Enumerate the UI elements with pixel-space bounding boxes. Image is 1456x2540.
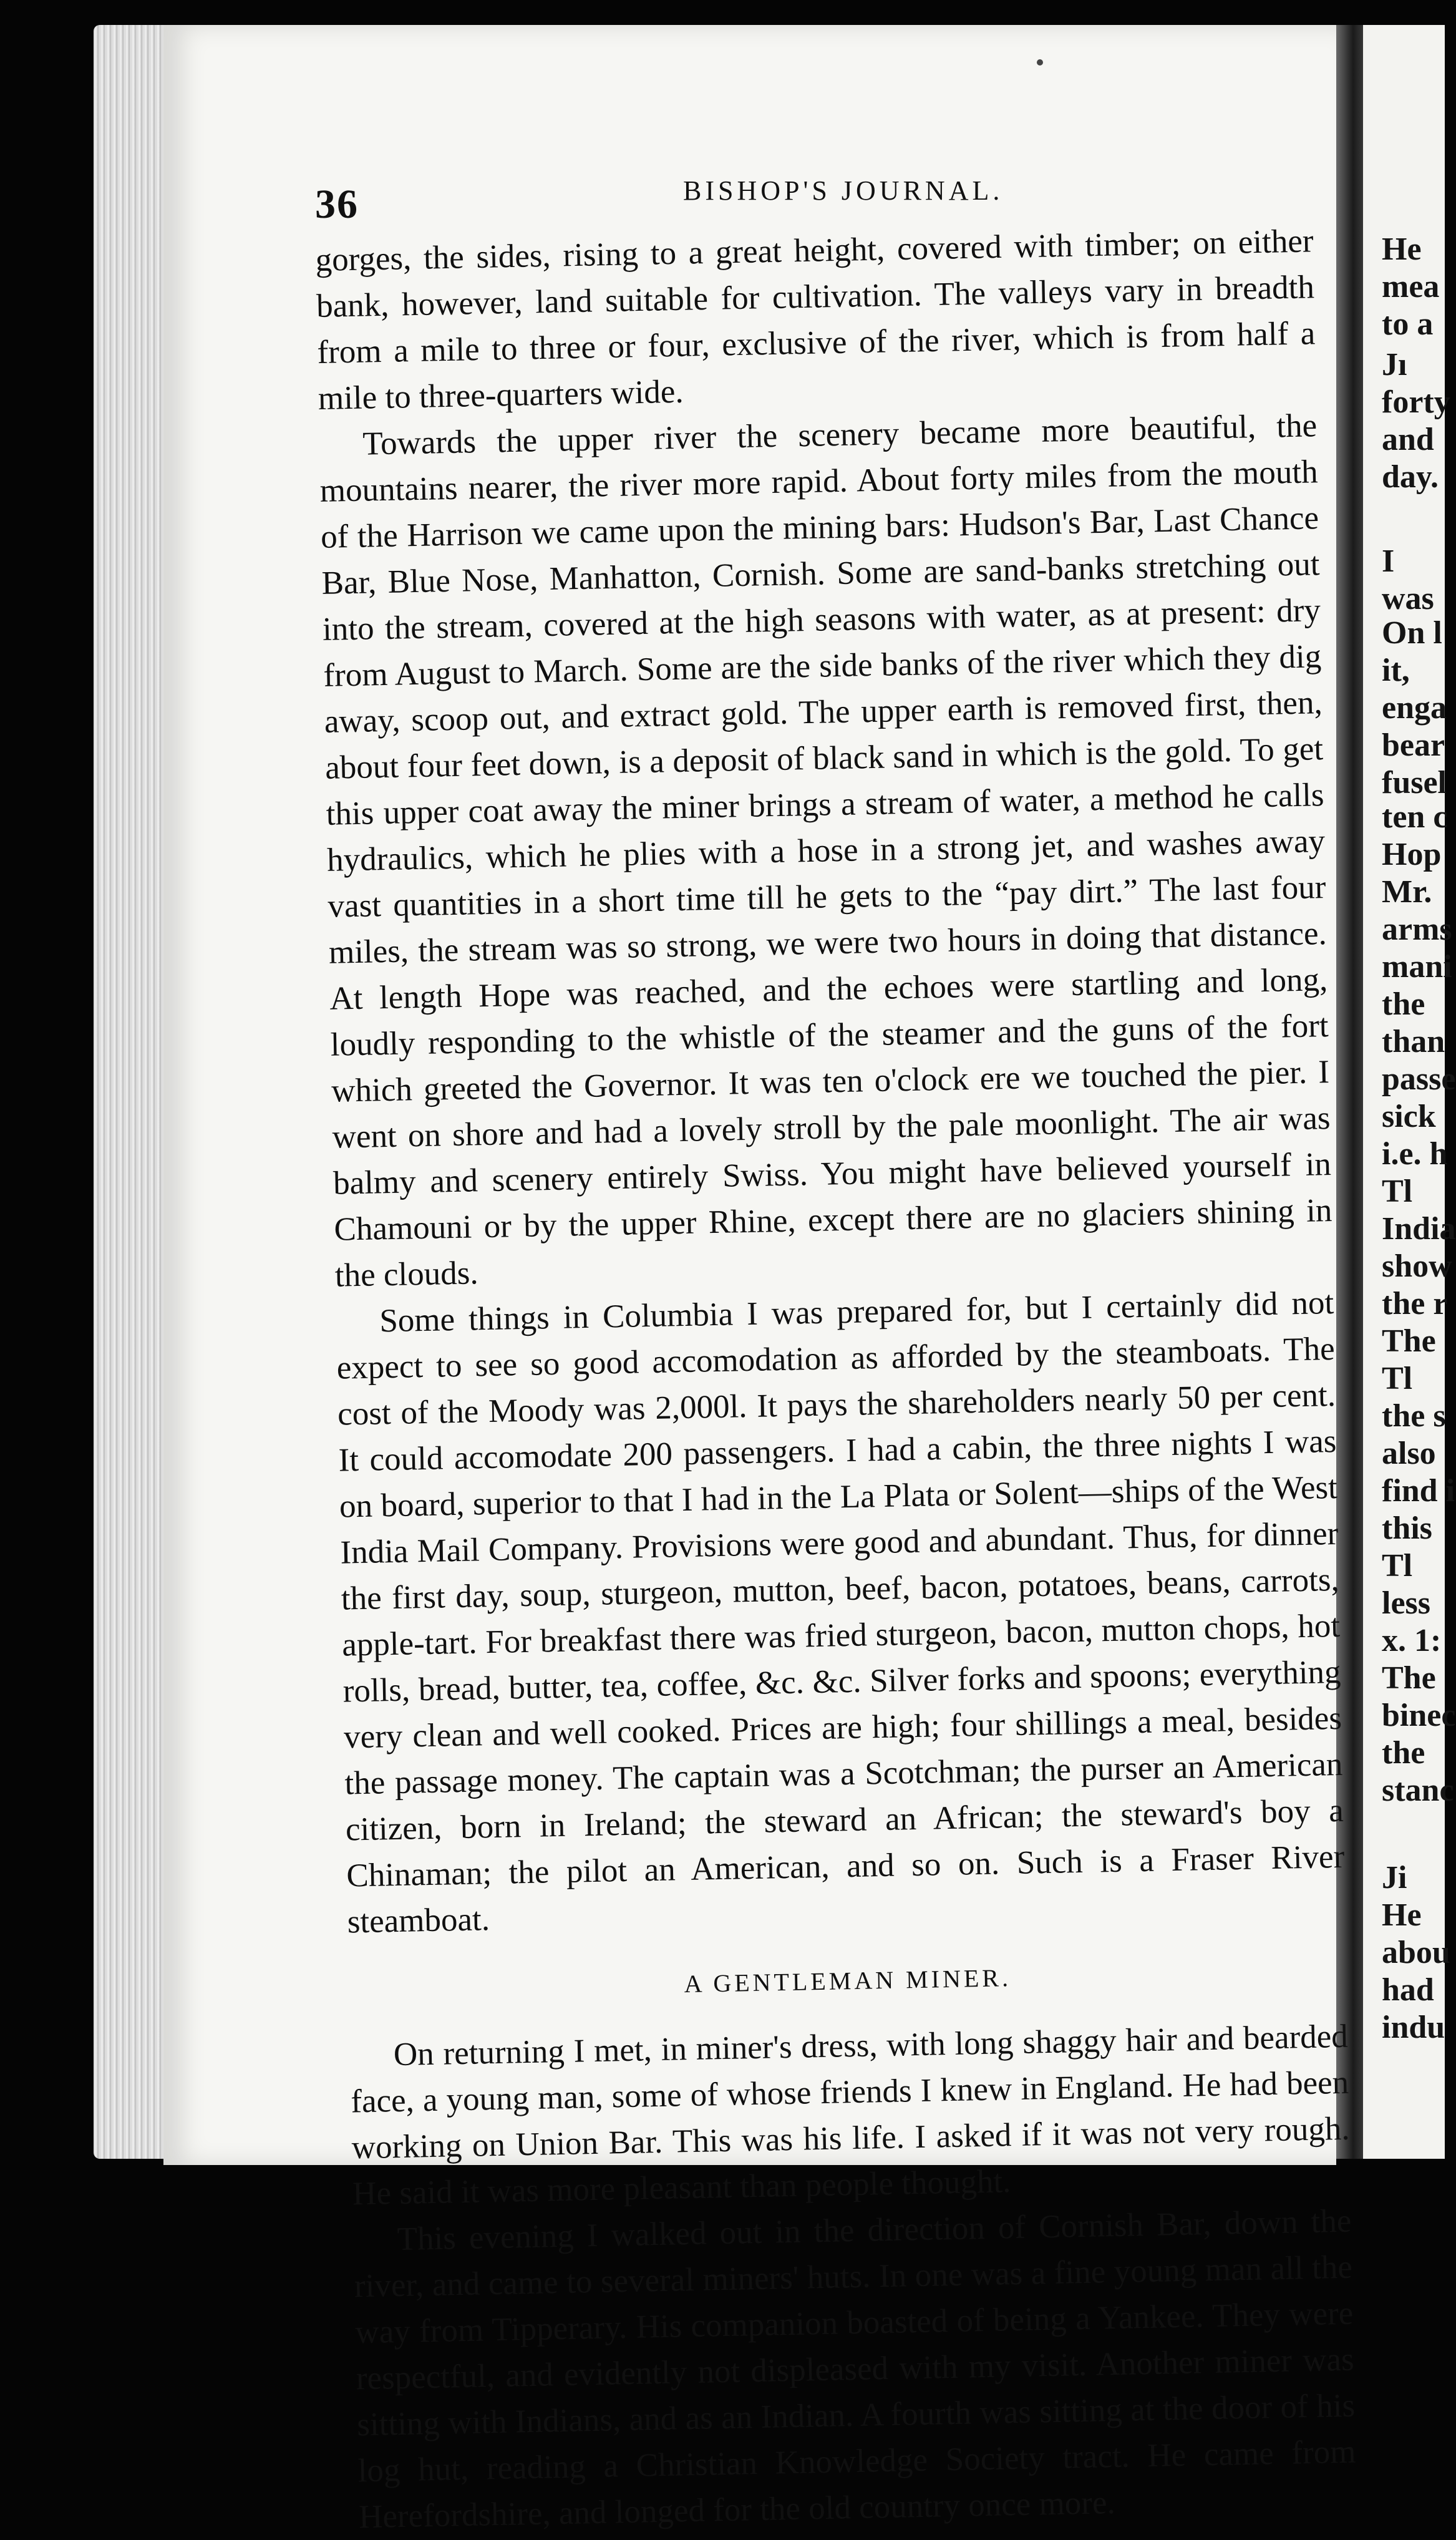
next-page-fragment: The	[1382, 1323, 1436, 1359]
next-page-fragment: sick	[1382, 1099, 1436, 1134]
next-page-fragment: Jı	[1382, 347, 1407, 382]
next-page-fragment: and	[1382, 422, 1434, 457]
next-page-fragment: mani	[1382, 949, 1452, 985]
ink-speck	[1037, 59, 1043, 66]
next-page-fragment: also	[1382, 1436, 1436, 1471]
next-page-fragment: Tl	[1382, 1174, 1413, 1209]
next-page-fragment: Ji	[1382, 1860, 1407, 1895]
next-page-fragment: abou	[1382, 1935, 1450, 1970]
paragraph: gorges, the sides, rising to a great height, covered with timber; on either bank, however, land suitable for cultivation. The valleys vary in breadth from a mile to three or four, exclusive of the river, which is from half a mile to three-quarters wide.	[315, 223, 1316, 417]
next-page-fragment: the	[1382, 986, 1425, 1022]
next-page-fragment: binec	[1382, 1698, 1456, 1733]
next-page-fragment: passe	[1382, 1061, 1456, 1097]
next-page-fragment: mea	[1382, 269, 1440, 304]
next-page-fragment: the r	[1382, 1286, 1448, 1321]
next-page-fragment: Mr.	[1382, 874, 1432, 910]
paragraph: Towards the upper river the scenery became more beautiful, the mountains nearer, the river more rapid. About forty miles from the mouth of the Harrison we came upon the mining bars: Hudson's Bar, Last Chance Bar, Blue Nose, Manhatton, Cornish. Some are sand-banks stretching out into the stream, covered at the high seasons with water, as at present: dry from August to March. Some are the side banks of the river which they dig away, scoop out, and extract gold. The upper earth is removed first, then, about four feet down, is a deposit of black sand in which is the gold. To get this upper coat away the miner brings a stream of water, a method he calls hydraulics, which he plies with a hose in a strong jet, and washes away vast quantities in a short time till he gets to the “pay dirt.” The last four miles, the stream was so strong, we were two hours in doing that distance. At length Hope was reached, and the echoes were startling and long, loudly responding to the whistle of the steamer and the guns of the fort which greeted the Governor. It was ten o'clock ere we touched the pier. I went on shore and had a lovely stroll by the pale moonlight. The air was balmy and scenery entirely Swiss. You might have believed yourself in Chamouni or by the upper Rhine, except there are no glaciers shining in the clouds.	[319, 407, 1332, 1294]
next-page-fragment: He	[1382, 231, 1422, 267]
next-page-fragment: the s	[1382, 1398, 1446, 1434]
paragraph: This evening I walked out in the direction of Cornish Bar, down the river, and came to several miners' huts. In one was a fine young man all the way from Tipperary. His companion boasted of being a Yankee. They were respectful, and evidently not displeased with my visit. Another miner was sitting with Indians, and as an Indian. A fourth was sitting at the door of his log hut, reading a Christian Knowledge Society tract. He came from Herefordshire, and longed for the old country once more.	[354, 2202, 1357, 2536]
next-page-fragment: bear	[1382, 727, 1445, 763]
next-page-fragment: day.	[1382, 459, 1439, 495]
next-page-fragment: show	[1382, 1248, 1452, 1284]
next-page-fragment: indu	[1382, 2010, 1445, 2045]
next-page-fragment: this	[1382, 1511, 1432, 1546]
paragraph: Some things in Columbia I was prepared for, but I certainly did not expect to see so good accomodation as afforded by the steamboats. The cost of the Moody was 2,000l. It pays the shareholders nearly 50 per cent. It could accomodate 200 passengers. I had a cabin, the three nights I was on board, superior to that I had in the La Plata or Solent—ships of the West India Mail Company. Provisions were good and abundant. Thus, for dinner the first day, soup, sturgeon, mutton, beef, bacon, potatoes, beans, carrots, apple-tart. For breakfast there was fried sturgeon, bacon, mutton chops, hot rolls, bread, butter, tea, coffee, &c. &c. Silver forks and spoons; everything very clean and well cooked. Prices are high; four shillings a meal, besides the passage money. The captain was a Scotchman; the purser an American citizen, born in Ireland; the steward an African; the steward's boy a Chinaman; the pilot an American, and so on. Such is a Fraser River steamboat.	[336, 1284, 1345, 1940]
next-page-fragment: i.e. h	[1382, 1136, 1448, 1172]
next-page-fragment: to a	[1382, 306, 1434, 342]
next-page-fragment: fusel	[1382, 765, 1447, 800]
next-page-fragment: Tl	[1382, 1361, 1413, 1396]
next-page-fragment: than	[1382, 1024, 1445, 1059]
next-page-fragment: He	[1382, 1897, 1422, 1933]
next-page-fragment: the	[1382, 1735, 1425, 1771]
next-page-fragment: had	[1382, 1972, 1434, 2008]
running-head: BISHOP'S JOURNAL.	[683, 175, 1004, 206]
next-page-fragment: was	[1382, 581, 1434, 616]
next-page-fragment: Tl	[1382, 1548, 1413, 1584]
next-page-fragment: less	[1382, 1585, 1430, 1621]
page-text	[315, 218, 1357, 2540]
next-page-fragment: enga	[1382, 690, 1447, 726]
next-page-fragment: India	[1382, 1211, 1456, 1247]
next-page-fragment: The	[1382, 1660, 1436, 1696]
next-page-edge	[1363, 25, 1456, 2159]
next-page-fragment: find i	[1382, 1473, 1455, 1509]
next-page-fragment: forty	[1382, 384, 1450, 420]
next-page-fragment: it,	[1382, 653, 1410, 688]
page-header	[315, 150, 1313, 227]
next-page-fragment: On l	[1382, 615, 1442, 651]
next-page-fragment: stanc	[1382, 1773, 1454, 1808]
next-page-fragment: x. 1:	[1382, 1623, 1442, 1658]
next-page-fragment: ten c	[1382, 799, 1448, 835]
next-page-fragment: I	[1382, 543, 1395, 579]
next-page-fragment: arms	[1382, 912, 1452, 947]
section-heading: A GENTLEMAN MINER.	[684, 1963, 1012, 1998]
page-number: 36	[315, 182, 359, 227]
paragraph: On returning I met, in miner's dress, with long shaggy hair and bearded face, a young man, some of whose friends I knew in England. He had been working on Union Bar. This was his life. I asked if it was not very rough. He said it was more pleasant than people thought.	[350, 2018, 1351, 2212]
next-page-fragment: Hop	[1382, 837, 1442, 872]
